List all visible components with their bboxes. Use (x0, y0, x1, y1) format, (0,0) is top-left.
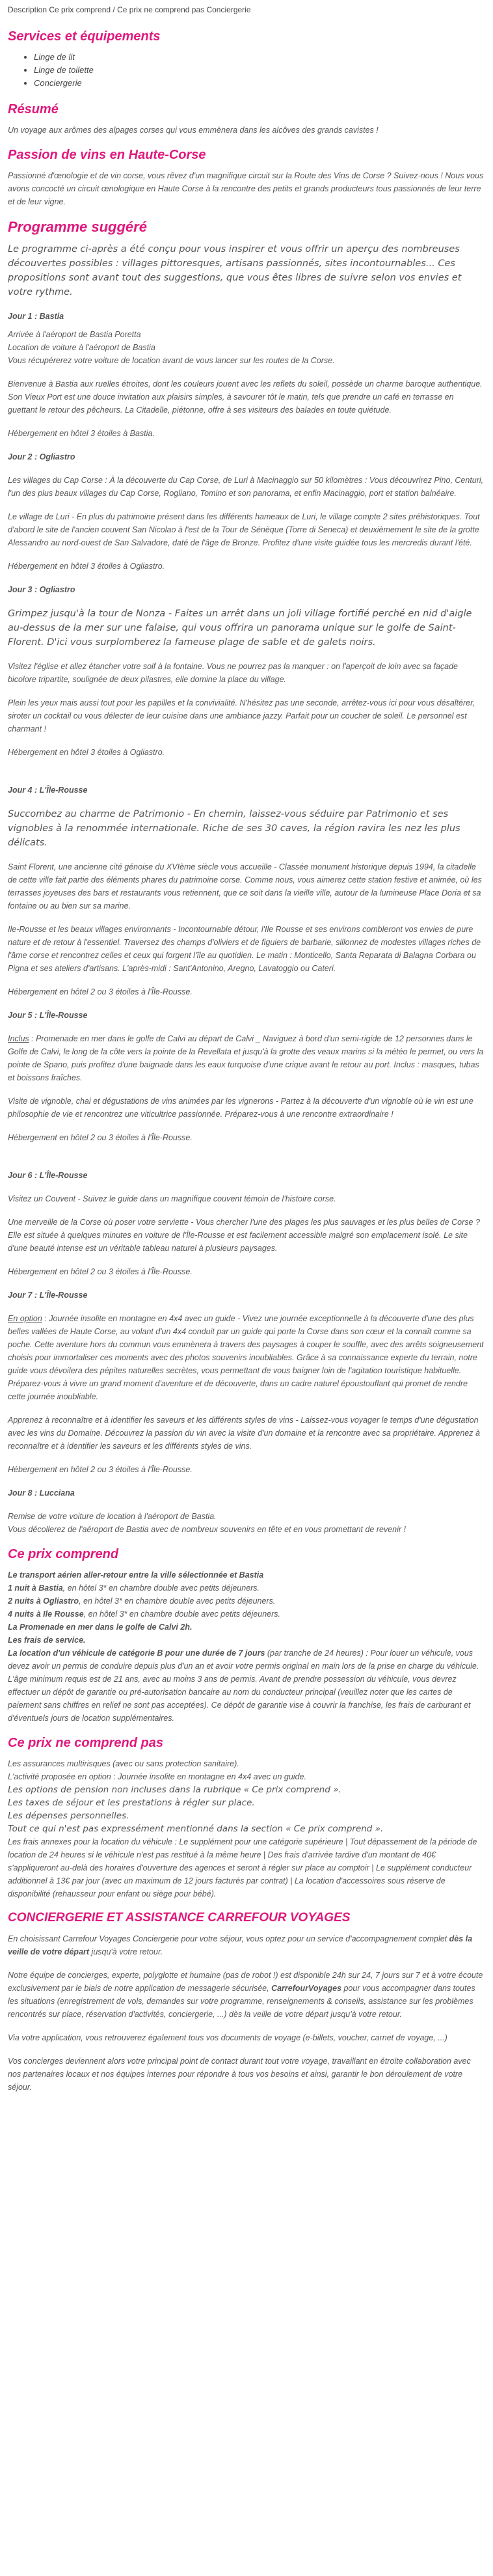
includes-item: La Promenade en mer dans le golfe de Calvi 2h. (8, 1623, 193, 1632)
excludes-item-text: Les dépenses personnelles. (8, 1811, 129, 1822)
day-1-text: Bienvenue à Bastia aux ruelles étroites, dont les couleurs jouent avec les reflets du soleil, possède un charme baroque authentique. Son Vieux Port est une douce invitation aux plaisirs simples, à savourer tôt le matin, tels que prendre un café en terrasse en guettant le retour des pêcheurs. La Citadelle, piétonne, offre à ses visiteurs des balades en toute quiétude. (8, 379, 483, 415)
includes-title: Ce prix comprend (8, 1547, 119, 1562)
includes-item: Le transport aérien aller-retour entre la ville sélectionnée et Bastia (8, 1570, 264, 1580)
services-title: Services et équipements (8, 29, 161, 44)
day-7-text (8, 1312, 485, 1403)
includes-car-rental (8, 1647, 485, 1725)
concierge-text (8, 1932, 485, 1958)
day-7-text-body: : Journée insolite en montagne en 4x4 avec un guide - Vivez une journée exceptionnelle à la découverte d'une des plus belles vallées de Haute Corse, au volant d'un 4x4 conduit par un guide qui porte la Corse dans son cœur et la connaît comme sa poche. Cette aventure hors du commun vous emmènera à travers des paysages à couper le souffle, avec des arrêts soigneusement choisis pour immortaliser ces moments avec des photos souvenirs inoubliables. Grâce à sa connaissance experte du terrain, notre guide vous dévoilera des pépites naturelles secrètes, vous permettant de vous baigner loin de l'agitation touristique habituelle. Préparez-vous à vivre un grand moment d'aventure et de découverte, dans un cadre naturel époustouflant qui promet de rendre cette journée inoubliable. (8, 1314, 484, 1402)
includes-item-text: , en hôtel 3* en chambre double avec petits déjeuners. (83, 1610, 281, 1619)
day-5-hotel: Hébergement en hôtel 2 ou 3 étoiles à l'Île-Rousse. (8, 1133, 193, 1143)
excludes-item (8, 1796, 485, 1809)
day-3-lead: Grimpez jusqu'à la tour de Nonza - Faites un arrêt dans un joli village fortifié perché en nid d'aigle au-dessus de la mer sur une falaise, qui vous offrira un panorama unique sur le golfe de Saint-Florent. D'ici vous surplomberez la fameuse plage de sable et de galets noirs. (8, 609, 472, 648)
includes-item-strong: 2 nuits à Ogliastro (8, 1596, 79, 1606)
passion-text: Passionné d'œnologie et de vin corse, vous rêvez d'un magnifique circuit sur la Route des Vins de Corse ? Suivez-nous ! Nous vous avons concocté un circuit œnologique en Haute Corse à la rencontre des petits et grands producteurs tous passionnés de leur terre et de leur vigne. (8, 171, 484, 206)
services-list (8, 51, 485, 90)
day-1-hotel: Hébergement en hôtel 3 étoiles à Bastia. (8, 429, 155, 439)
day-7-title: Jour 7 : L'Île-Rousse (8, 1291, 88, 1300)
concierge-text-a: Notre équipe de concierges, experte, polyglotte et humaine (pas de robot !) est disponible 24h sur 24, 7 jours sur 7 et à votre écoute exclusivement par le biais de notre application de messagerie sécurisée, (8, 1971, 483, 1994)
day-4-title: Jour 4 : L'Île-Rousse (8, 786, 88, 795)
day-7-hotel: Hébergement en hôtel 2 ou 3 étoiles à l'Île-Rousse. (8, 1465, 193, 1475)
resume-text: Un voyage aux arômes des alpages corses qui vous emmènera dans les alcôves des grands cavistes ! (8, 126, 379, 135)
excludes-item-text: Les taxes de séjour et les prestations à régler sur place. (8, 1798, 255, 1809)
day-5-text: Visite de vignoble, chai et dégustations de vins animées par les vignerons - Partez à la découverte d'un vignoble où le vin est une philosophie de vie et rencontrez une viticultrice passionnée. Préparez-vous à une rencontre extraordinaire ! (8, 1097, 473, 1119)
includes-item-text: , en hôtel 3* en chambre double avec petits déjeuners. (62, 1583, 260, 1593)
day-3-text: Plein les yeux mais aussi tout pour les papilles et la convivialité. N'hésitez pas une seconde, arrêtez-vous ici pour vous désaltérer, siroter un cocktail ou vous délecter de leur cuisine dans une ambiance jazzy. Parfait pour un coucher de soleil. Le personnel est charmant ! (8, 698, 475, 734)
day-5-text-body: : Promenade en mer dans le golfe de Calvi au départ de Calvi _ Naviguez à bord d'un semi-rigide de 12 personnes dans le Golfe de Calvi, le long de la côte vers la pointe de la Revellata et jusqu'à la grotte des veaux marins si la météo le permet, ou vers la pointe de Spano, puis profitez d'une baignade dans les eaux turquoise d'une crique avant le retour au port. Inclus : masques, tubas et boissons fraîches. (8, 1034, 484, 1083)
list-item: • Conciergerie (34, 77, 485, 90)
day-2-hotel: Hébergement en hôtel 3 étoiles à Ogliastro. (8, 562, 165, 571)
programme-title: Programme suggéré (8, 219, 147, 235)
day-1-line: Vous récupérerez votre voiture de location avant de vous lancer sur les routes de la Corse. (8, 356, 335, 366)
concierge-text (8, 1969, 485, 2021)
concierge-text: Vos concierges deviennent alors votre principal point de contact durant tout votre voyage, travaillant en étroite collaboration avec nos partenaires locaux et nos équipes internes pour répondre à tous vos besoins et ainsi, garantir le bon déroulement de votre séjour. (8, 2057, 471, 2092)
concierge-text-c: jusqu'à votre retour. (89, 1947, 163, 1957)
excludes-item-text: Tout ce qui n'est pas expressément mentionné dans la section « Ce prix comprend ». (8, 1824, 384, 1835)
concierge-text: Via votre application, vous retrouverez également tous vos documents de voyage (e-billets, voucher, carnet de voyage, ...) (8, 2033, 447, 2043)
day-6-hotel: Hébergement en hôtel 2 ou 3 étoiles à l'Île-Rousse. (8, 1267, 193, 1277)
day-4-text: Saint Florent, une ancienne cité génoise du XVIème siècle vous accueille - Classée monument historique depuis 1994, la citadelle de cette ville fait partie des éléments phares du patrimoine corse. Comme nous, vous aimerez cette station festive et animée, où les terrasses joyeuses des bars et restaurants vous retiennent, que ce soit dans la vieille ville, autour de la lumineuse Place Doria et sa fontaine ou au bien sur sa marine. (8, 862, 482, 911)
day-2-text: Les villages du Cap Corse : À la découverte du Cap Corse, de Luri à Macinaggio sur 50 kilomètres : Vous découvrirez Pino, Centuri, l'un des plus beaux villages du Cap Corse, Rogliano, Tomino et son panorama, et enfin Macinaggio, port et station balnéaire. (8, 476, 484, 499)
includes-item-text: , en hôtel 3* en chambre double avec petits déjeuners. (79, 1596, 276, 1606)
includes-item (8, 1582, 485, 1595)
day-1-title: Jour 1 : Bastia (8, 312, 64, 322)
day-4-lead: Succombez au charme de Patrimonio - En chemin, laissez-vous séduire par Patrimonio et ses vignobles à la renommée internationale. Riche de ses 30 caves, la région ravira les nez les plus délicats. (8, 809, 460, 849)
excludes-item: L'activité proposée en option : Journée insolite en montagne en 4x4 avec un guide. (8, 1772, 306, 1782)
day-2-title: Jour 2 : Ogliastro (8, 452, 75, 462)
day-1-line: Location de voiture à l'aéroport de Bastia (8, 343, 155, 353)
day-6-text: Une merveille de la Corse où poser votre serviette - Vous chercher l'une des plages les plus sauvages et les plus belles de Corse ? Elle est située à quelques minutes en voiture de l'Île-Rousse et est facilement accessible malgré son emplacement isolé. Le site d'une beauté intense est un véritable tableau naturel à plusieurs paysages. (8, 1218, 480, 1254)
included-label: Inclus (8, 1034, 29, 1044)
includes-item: Les frais de service. (8, 1636, 86, 1645)
list-item: • Linge de toilette (34, 64, 485, 77)
excludes-list (8, 1757, 485, 1900)
day-4-hotel: Hébergement en hôtel 2 ou 3 étoiles à l'Île-Rousse. (8, 987, 193, 997)
excludes-item: Les assurances multirisques (avec ou sans protection sanitaire). (8, 1759, 239, 1769)
day-6-text: Visitez un Couvent - Suivez le guide dans un magnifique couvent témoin de l'histoire corse. (8, 1194, 336, 1204)
excludes-title: Ce prix ne comprend pas (8, 1736, 163, 1751)
excludes-item: Les frais annexes pour la location du véhicule : Le supplément pour une catégorie supérieure | Tout dépassement de la période de location de 24 heures si le véhicule n'est pas restitué à la même heure | Des frais d'arrivée tardive d'un montant de 40€ s'appliqueront au-delà des horaires d'ouverture des agences et seront à régler sur place au comptoir | Le supplément conducteur additionnel à 13€ par jour (avec un maximum de 12 jours facturés par contrat) | La location d'accessoires sous réserve de disponibilité (rehausseur pour enfant ou siège pour bébé). (8, 1837, 477, 1899)
concierge-text-a: En choisissant Carrefour Voyages Conciergerie pour votre séjour, vous optez pour un service d'accompagnement complet (8, 1934, 449, 1944)
excludes-item (8, 1822, 485, 1835)
includes-item (8, 1595, 485, 1608)
car-rental-text: (par tranche de 24 heures) : Pour louer un véhicule, vous devez avoir un permis de conduire depuis plus d'un an et avoir votre permis original en main lors de la prise en charge du véhicule. L'âge minimum requis est de 21 ans, avec au moins 3 ans de permis. Avant de prendre possession du véhicule, vous devrez effectuer un dépôt de garantie ou pré-autorisation bancaire au nom du conducteur principal (veuillez noter que les cartes de paiement sans chiffres en relief ne sont pas acceptées). Ce dépôt de garantie vise à couvrir la franchise, les frais de carburant et d'éventuels jours de location supplémentaires. (8, 1649, 479, 1723)
excludes-item (8, 1783, 485, 1796)
day-3-title: Jour 3 : Ogliastro (8, 585, 75, 595)
includes-item-strong: 1 nuit à Bastia (8, 1583, 63, 1593)
concierge-text-c: pour vous accompagner dans toutes les situations (enregistrement de vols, demandes sur votre programme, renseignements & conseils, assistance sur les problèmes rencontrés sur place, réservation d'activités, conciergerie, ...) dès la veille de votre départ jusqu'à votre retour. (8, 1984, 475, 2020)
day-5-text (8, 1032, 485, 1084)
excludes-item-text: Les options de pension non incluses dans la rubrique « Ce prix comprend ». (8, 1785, 341, 1796)
concierge-text-b: dès la veille de votre départ (8, 1934, 473, 1957)
day-3-text: Visitez l'église et allez étancher votre soif à la fontaine. Vous ne pourrez pas la manquer : on l'aperçoit de loin avec sa façade bicolore tripartite, soulignée de deux pilastres, elle domine la place du village. (8, 662, 458, 685)
list-item: • Linge de lit (34, 51, 485, 64)
day-7-text: Apprenez à reconnaître et à identifier les saveurs et les différents styles de vins - Laissez-vous voyager le temps d'une dégustation avec les vins du Domaine. Découvrez la passion du vin avec la visite d'un domaine et la rencontre avec sa propriétaire. Apprenez à reconnaître et à identifier les saveurs et les différents styles de vins. (8, 1416, 480, 1451)
resume-title: Résumé (8, 102, 59, 116)
concierge-text-b: CarrefourVoyages (271, 1984, 341, 1994)
option-label: En option (8, 1314, 42, 1324)
day-8-title: Jour 8 : Lucciana (8, 1488, 75, 1498)
day-5-title: Jour 5 : L'Île-Rousse (8, 1011, 88, 1021)
breadcrumb: Description Ce prix comprend / Ce prix ne comprend pas Conciergerie (8, 5, 251, 14)
day-2-text: Le village de Luri - En plus du patrimoine présent dans les différents hameaux de Luri, le village compte 2 sites préhistoriques. Tout d'abord le site de l'ancien couvent San Nicolao à l'est de la Tour de Sénèque (Torre di Seneca) et deuxièmement le site de la grotte Alessandro au nord-ouest de San Salvadore, daté de l'âge de Bronze. Profitez d'une visite guidée tous les mercredis durant l'été. (8, 512, 480, 548)
excludes-item (8, 1809, 485, 1822)
car-rental-strong: La location d'un véhicule de catégorie B pour une durée de 7 jours (8, 1649, 265, 1658)
passion-title: Passion de vins en Haute-Corse (8, 148, 206, 162)
includes-item (8, 1608, 485, 1621)
day-8-line: Remise de votre voiture de location à l'aéroport de Bastia. (8, 1512, 217, 1522)
day-1-line: Arrivée à l'aéroport de Bastia Poretta (8, 330, 141, 340)
day-3-hotel: Hébergement en hôtel 3 étoiles à Ogliastro. (8, 748, 165, 758)
day-8-line: Vous décollerez de l'aéroport de Bastia avec de nombreux souvenirs en tête et en vous promettant de revenir ! (8, 1525, 406, 1535)
concierge-title: CONCIERGERIE ET ASSISTANCE CARREFOUR VOYAGES (8, 1911, 351, 1925)
day-6-title: Jour 6 : L'Île-Rousse (8, 1171, 88, 1181)
day-4-text: Ile-Rousse et les beaux villages environnants - Incontournable détour, l'Ile Rousse et ses environs combleront vos envies de pure nature et de retour à l'essentiel. Traversez des champs d'oliviers et de figuiers de barbarie, sillonnez de modestes villages riches de l'âme corse et rencontrez celles et ceux qui forgent l'île au quotidien. Le matin : Monticello, Santa Reparata di Balagna Corbara ou Pigna et ses ateliers d'artisans. L'après-midi : Sant'Antonino, Aregno, Lavatoggio ou Cateri. (8, 925, 481, 974)
includes-item-strong: 4 nuits à Ile Rousse (8, 1610, 84, 1619)
programme-intro: Le programme ci-après a été conçu pour vous inspirer et vous offrir un aperçu des nombreuses découvertes possibles : villages pittoresques, artisans passionnés, sites incontournables... Ces propositions sont avant tout des suggestions, que vous êtes libres de suivre selon vos envies et votre rythme. (8, 244, 462, 298)
